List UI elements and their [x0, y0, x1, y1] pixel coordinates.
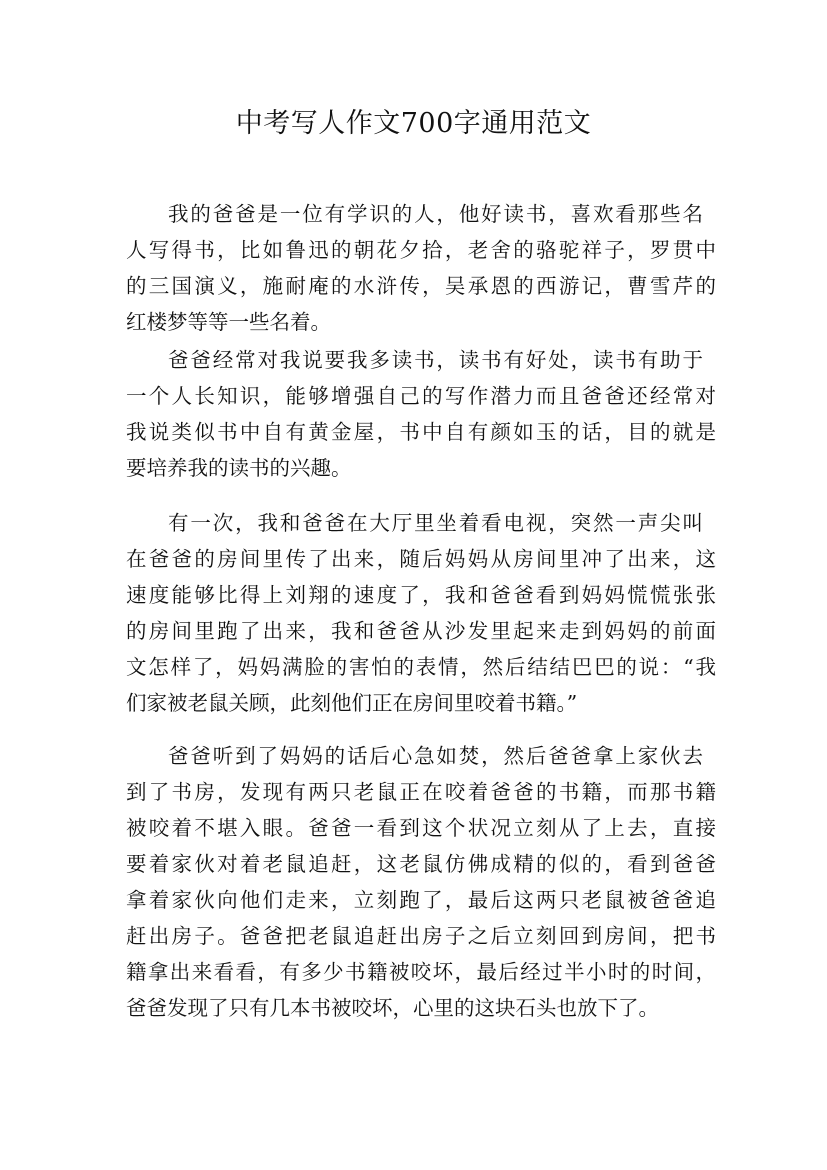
paragraph-1-line-3: 的三国演义，施耐庵的水浒传，吴承恩的西游记，曹雪芹的 — [126, 274, 716, 298]
paragraph-4-line-6: 赶出房子。爸爸把老鼠追赶出房子之后立刻回到房间，把书 — [126, 924, 716, 948]
paragraph-3-line-1: 有一次，我和爸爸在大厅里坐着看电视，突然一声尖叫 — [168, 511, 703, 535]
paragraph-3-line-2: 在爸爸的房间里传了出来，随后妈妈从房间里冲了出来，这 — [126, 547, 716, 571]
paragraph-4-line-5: 拿着家伙向他们走来，立刻跑了，最后这两只老鼠被爸爸追 — [126, 888, 716, 912]
paragraph-3-line-5: 文怎样了，妈妈满脸的害怕的表情，然后结结巴巴的说：“我 — [126, 655, 716, 679]
paragraph-4-line-8: 爸爸发现了只有几本书被咬坏，心里的这块石头也放下了。 — [126, 996, 659, 1020]
paragraph-4-line-4: 要着家伙对着老鼠追赶，这老鼠仿佛成精的似的，看到爸爸 — [126, 852, 716, 876]
paragraph-2-line-3: 我说类似书中自有黄金屋，书中自有颜如玉的话，目的就是 — [126, 420, 716, 444]
paragraph-3-line-3: 速度能够比得上刘翔的速度了，我和爸爸看到妈妈慌慌张张 — [126, 583, 716, 607]
paragraph-3-line-6: 们家被老鼠关顾，此刻他们正在房间里咬着书籍。” — [126, 691, 578, 715]
paragraph-4-line-7: 籍拿出来看看，有多少书籍被咬坏，最后经过半小时的时间， — [126, 960, 716, 984]
paragraph-4-line-2: 到了书房，发现有两只老鼠正在咬着爸爸的书籍，而那书籍 — [126, 780, 716, 804]
paragraph-4-line-1: 爸爸听到了妈妈的话后心急如焚，然后爸爸拿上家伙去 — [168, 744, 703, 768]
paragraph-2-line-2: 一个人长知识，能够增强自己的写作潜力而且爸爸还经常对 — [126, 384, 716, 408]
document-title: 中考写人作文700字通用范文 — [235, 108, 592, 139]
paragraph-2-line-4: 要培养我的读书的兴趣。 — [126, 456, 352, 480]
paragraph-2-line-1: 爸爸经常对我说要我多读书，读书有好处，读书有助于 — [168, 348, 703, 372]
paragraph-1-line-4: 红楼梦等等一些名着。 — [126, 310, 331, 334]
paragraph-1-line-1: 我的爸爸是一位有学识的人，他好读书，喜欢看那些名 — [168, 202, 703, 226]
paragraph-3-line-4: 的房间里跑了出来，我和爸爸从沙发里起来走到妈妈的前面 — [126, 619, 716, 643]
paragraph-1-line-2: 人写得书，比如鲁迅的朝花夕拾，老舍的骆驼祥子，罗贯中 — [126, 238, 716, 262]
paragraph-4-line-3: 被咬着不堪入眼。爸爸一看到这个状况立刻从了上去，直接 — [126, 816, 716, 840]
